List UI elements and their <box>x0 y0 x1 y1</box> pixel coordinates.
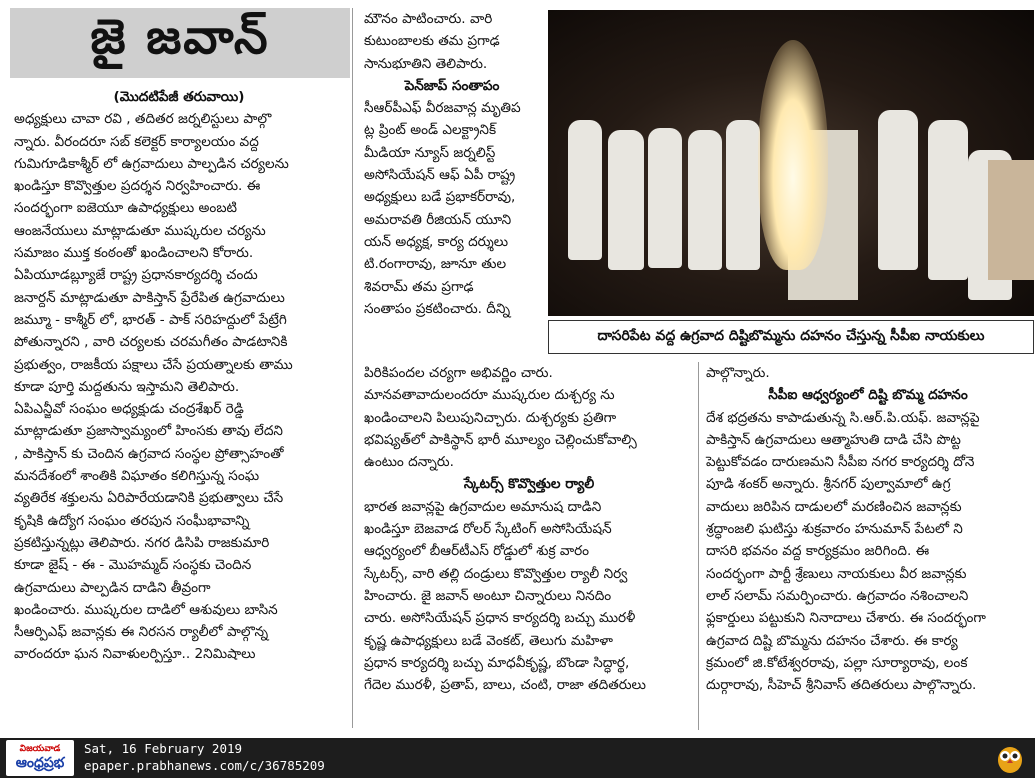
text-line: శివరామ్ తమ ప్రగాఢ <box>364 278 474 295</box>
headline: జై జవాన్ <box>90 9 270 65</box>
text-line: సీఆర్పిఎఫ్ జవాన్లకు ఈ నిరసన ర్యాలీలో పాల్గొన్న <box>14 624 269 641</box>
column-1 <box>14 86 344 666</box>
text-line: మానవతావాదులందరూ ముష్కరుల దుశ్చర్య ను <box>364 387 615 404</box>
photo-caption: దాసరిపేట వద్ద ఉగ్రవాద దిష్టిబొమ్మను దహనం చేస్తున్న సీపీఐ నాయకులు <box>548 320 1034 354</box>
text-line: వారందరూ ఘన నివాళులర్పిస్తూ.. 2నిమిషాలు <box>14 646 256 663</box>
text-line: పెట్టుకోవడం దారుణమని సీపీఐ నగర కార్యదర్శి దోనె <box>706 454 975 471</box>
text-line: , పాకిస్తాన్ కు చెందిన ఉగ్రవాద సంస్థల ప్రోత్సాహంతో <box>14 445 284 462</box>
text-line: వ్యతిరేక శక్తులను ఏరిపారేయడానికి ప్రభుత్వాలు చేసే <box>14 490 284 507</box>
text-line: మనదేశంలో శాంతికి విఘాతం కలిగిస్తున్న సంఘ <box>14 468 260 485</box>
text-line: వాదులు జరిపిన దాడులలో మరణించిన జవాన్లకు <box>706 498 962 515</box>
text-line: చారు. అసోసియేషన్ ప్రధాన కార్యదర్శి బచ్చు మురళీ <box>364 610 636 627</box>
logo-edition: విజయవాడ <box>19 744 61 754</box>
text-line: ఉగ్రవాద దిష్టి బొమ్మను దహనం చేశారు. ఈ కార్య <box>706 632 958 649</box>
owl-mascot-icon <box>995 742 1025 774</box>
text-line: ఆధ్వర్యంలో బీఆర్‌టీఎస్ రోడ్డులో శుక్ర వారం <box>364 543 590 560</box>
text-line: మౌనం పాటించారు. వారి <box>364 11 493 27</box>
text-line: అమరావతి రీజియన్ యూని <box>364 211 512 228</box>
text-line: పోతున్నారని , వారి చర్యలకు చరమగీతం పాడటానికి <box>14 334 288 351</box>
text-line: అధ్యక్షులు చావా రవి , తదితర జర్నలిస్టులు పాల్గొ <box>14 111 272 128</box>
text-line: ఏపిఎన్జీవో సంఘం అధ్యక్షుడు చంద్రశేఖర్ రెడ్డి <box>14 401 244 418</box>
column-divider <box>352 8 353 728</box>
text-line: దేశ భద్రతను కాపాడుతున్న సి.ఆర్.పి.యఫ్. జవాన్లపై <box>706 409 980 426</box>
text-line: మాట్లాడుతూ ప్రజాస్వామ్యంలో హింసకు తావు లేదని <box>14 423 283 440</box>
column-3-text <box>706 407 1030 697</box>
effigy-fire <box>758 40 828 270</box>
text-line: యన్ అధ్యక్ష, కార్య దర్శులు <box>364 233 509 250</box>
subheading: (మొదటిపేజీ తరువాయి) <box>113 89 245 105</box>
text-line: గుమిగూడికాశ్మీర్ లో ఉగ్రవాదులు పాల్పడిన చర్యలను <box>14 155 289 172</box>
text-line: ప్రభుత్వం, రాజకీయ పక్షాలు చేసే ప్రయత్నాలకు తాము <box>14 356 293 373</box>
column-2-skaters-text <box>364 496 694 697</box>
epaper-link[interactable]: epaper.prabhanews.com/c/36785209 <box>84 758 325 773</box>
column-2-bottom <box>364 362 694 696</box>
text-line: అధ్యక్షులు బడే ప్రభాకర్‌రావు, <box>364 189 516 206</box>
column-2-body <box>364 97 540 320</box>
text-line: ప్రధాన కార్యదర్శి బచ్చు మాధవీకృష్ణ, బొండా సిద్ధార్థ, <box>364 654 630 671</box>
text-line: సందర్భంగా ఐజెయూ ఉపాధ్యక్షులు అంబటి <box>14 200 238 217</box>
text-line: సీఆర్‌పీఎఫ్ వీరజవాన్ల మృతిప <box>364 100 521 117</box>
section-heading-skaters: స్కేటర్స్ కొవ్వొత్తుల ర్యాలీ <box>463 476 595 493</box>
text-line: కుటుంబాలకు తమ ప్రగాఢ <box>364 33 500 50</box>
column-2-intro <box>364 8 540 75</box>
text-line: దుర్గారావు, సీహెచ్ శ్రీనివాస్ తదితరులు పాల్గొన్నారు. <box>706 677 977 694</box>
text-line: అసోసియేషన్ ఆఫ్ ఏపీ రాష్ట్ర <box>364 167 516 184</box>
logo-title: ఆంధ్రప్రభ <box>15 755 65 771</box>
text-line: కృష్ణ ఉపాధ్యక్షులు బడే వెంకట్, తెలుగు మహిళా <box>364 632 613 649</box>
text-line: ఉంటుం దన్నారు. <box>364 454 454 471</box>
text-line: దాసరి భవనం వద్ద కార్యక్రమం జరిగింది. ఈ <box>706 543 930 560</box>
text-line: కూడా జైష్ - ఈ - మొహమ్మద్ సంస్థకు చెందిన <box>14 557 252 574</box>
text-line: సానుభూతిని తెలిపారు. <box>364 55 488 72</box>
text-line: కూడా పూర్తి మద్దతును ఇస్తామని తెలిపారు. <box>14 378 240 395</box>
text-line: కృషికి ఉద్యోగ సంఘం తరపున సంఘీభావాన్ని <box>14 512 250 529</box>
text-line: ఆంజనేయులు మాట్లాడుతూ ముష్కరుల చర్యను <box>14 222 266 239</box>
footer-bar <box>0 738 1035 778</box>
text-line: సంతాపం ప్రకటించారు. దీన్ని <box>364 300 511 317</box>
text-line: ఖండించారు. ముష్కరుల దాడిలో ఆశువులు బాసిన <box>14 601 278 618</box>
section-heading-penjap: పెన్‌జాప్ సంతాపం <box>404 77 500 94</box>
text-line: సమాజం ముక్త కంఠంతో ఖండించాలని కోరారు. <box>14 245 254 262</box>
text-line: జమ్మూ - కాశ్మీర్ లో, భారత్ - పాక్ సరిహద్దులో పేట్రేగి <box>14 311 287 328</box>
text-line: హించారు. జై జవాన్ అంటూ చిన్నారులు నినదిం <box>364 587 612 604</box>
column-2-top <box>364 8 540 320</box>
column-3 <box>706 362 1030 696</box>
text-line: జనార్దన్ మాట్లాడుతూ పాకిస్తాన్ ప్రేరేపిత ఉగ్రవాదులు <box>14 289 285 306</box>
text-line: మీడియా న్యూస్ జర్నలిస్ట్ <box>364 144 496 161</box>
text-line: పిరికిపందల చర్యగా అభివర్ణిం చారు. <box>364 365 553 381</box>
text-line: పాల్గొన్నారు. <box>706 365 770 381</box>
text-line: ఖండిస్తూ కొవ్వొత్తుల ప్రదర్శన నిర్వహించారు. ఈ <box>14 178 261 195</box>
column-1-text <box>14 108 344 665</box>
text-line: ఖండిస్తూ బెజవాడ రోలర్ స్కేటింగ్ అసోసియేషన్ <box>364 521 612 538</box>
text-line: ఉగ్రవాదులు పాల్పడిన దాడిని తీవ్రంగా <box>14 579 211 596</box>
text-line: ఏపియూడబ్ల్యూజే రాష్ట్ర ప్రధానకార్యదర్శి చందు <box>14 267 258 284</box>
column-3-intro <box>706 362 1030 384</box>
text-line: న్నారు. వీరందరూ సబ్ కలెక్టర్ కార్యాలయం వద్ద <box>14 133 259 150</box>
text-line: లాల్ సలామ్ సమర్పించారు. ఉగ్రవాదం నశించాలని <box>706 587 969 604</box>
text-line: ట్ల ప్రింట్ అండ్ ఎలక్ట్రానిక్ <box>364 122 497 139</box>
news-photo <box>548 10 1034 316</box>
text-line: ఫ్లకార్డులు పట్టుకుని నినాదాలు చేశారు. ఈ సందర్భంగా <box>706 610 986 627</box>
publication-logo[interactable] <box>6 740 74 776</box>
section-heading-cpi: సీపీఐ ఆధ్వర్యంలో దిష్టి బొమ్మ దహనం <box>768 387 968 404</box>
text-line: పాకిస్తాన్ ఉగ్రవాదులు ఆత్మాహుతి దాడి చేసి పొట్ట <box>706 431 961 448</box>
text-line: టి.రంగారావు, జూనూ తుల <box>364 256 507 273</box>
column-divider <box>698 362 699 730</box>
headline-box <box>10 8 350 78</box>
text-line: క్రమంలో జి.కోటేశ్వరరావు, పల్లా సూర్యారావు, లంక <box>706 654 968 671</box>
text-line: ప్రకటిస్తున్నట్లు తెలిపారు. నగర డిసిపి రాజకుమారి <box>14 534 270 551</box>
text-line: పూడి శంకర్ అన్నారు. శ్రీనగర్ పుల్వామాలో ఉగ్ర <box>706 476 951 493</box>
text-line: గేదెల మురళీ, ప్రతాప్, బాలు, చంటి, రాజా తదితరులు <box>364 677 646 694</box>
column-2-continued <box>364 362 694 473</box>
text-line: స్కేటర్స్, వారి తల్లి దండ్రులు కొవ్వొత్తుల ర్యాలీ నిర్వ <box>364 565 628 582</box>
text-line: ఖండించాలని పిలుపునిచ్చారు. దుశ్చర్యకు ప్రతిగా <box>364 409 617 426</box>
text-line: సందర్భంగా పార్టీ శ్రేణులు నాయకులు వీర జవాన్లకు <box>706 565 967 582</box>
text-line: భారత జవాన్లపై ఉగ్రవాదుల అమానుష దాడిని <box>364 498 602 515</box>
edition-date: Sat, 16 February 2019 <box>84 741 243 756</box>
text-line: భవిష్యత్‌లో పాకిస్థాన్ భారీ మూల్యం చెల్లించుకోవాల్సి <box>364 431 637 448</box>
text-line: శ్రద్ధాంజలి ఘటిస్తు శుక్రవారం హనుమాన్ పేటలో ని <box>706 521 963 538</box>
